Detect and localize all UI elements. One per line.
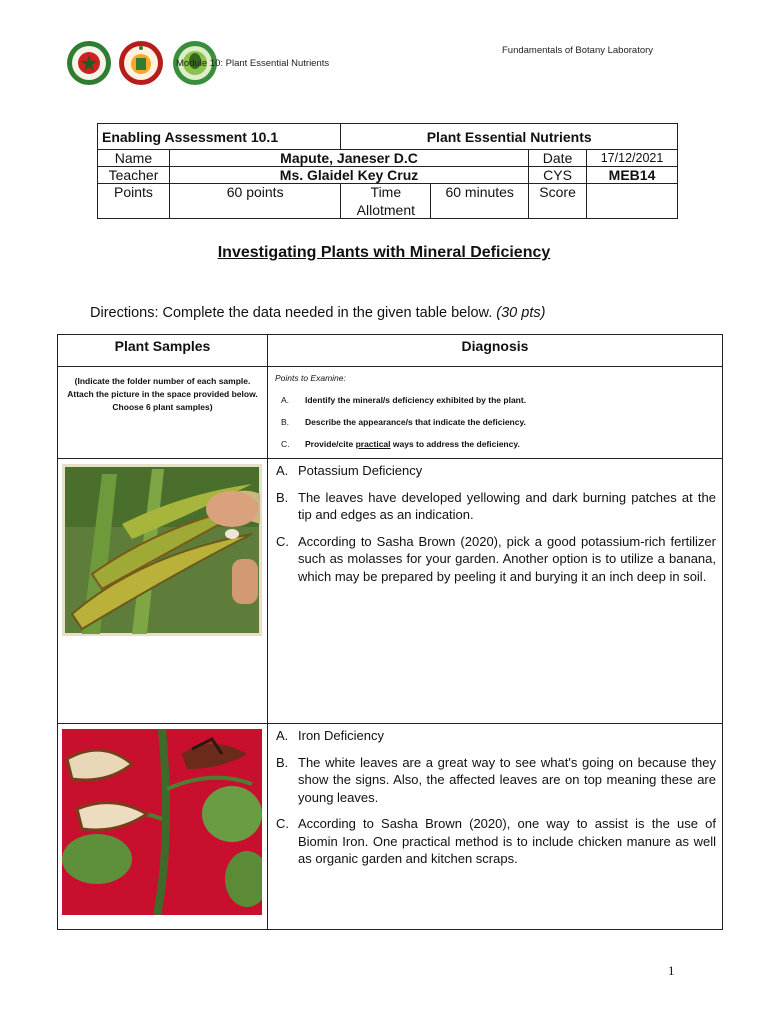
sample-instruction: (Indicate the folder number of each sample. Attach the picture in the space provided below. Choose 6 plant samples): [58, 367, 268, 459]
score-value[interactable]: [587, 184, 678, 219]
assessment-title: Enabling Assessment 10.1: [98, 124, 341, 150]
cys-label: CYS: [529, 167, 587, 184]
examine-letter: B.: [281, 417, 290, 427]
points-to-examine-cell: [268, 367, 723, 459]
module-label: Module 10: Plant Essential Nutrients: [176, 58, 330, 69]
diagnosis-text: The white leaves are a great way to see what's going on because they show the signs. Also, the affected leaves are on top meaning these are young leaves.: [298, 754, 716, 805]
page-number: 1: [668, 963, 675, 978]
examine-text: [305, 439, 520, 449]
examine-item: [269, 439, 721, 449]
diagnosis-cell: [268, 724, 723, 930]
red-seal-logo: [118, 40, 164, 86]
diagnosis-text: The leaves have developed yellowing and dark burning patches at the tip and edges as an indication.: [298, 489, 716, 522]
cys-value: MEB14: [587, 167, 678, 184]
diagnosis-item: [276, 727, 716, 745]
examine-item: [269, 395, 721, 405]
name-value: Mapute, Janeser D.C: [169, 150, 528, 167]
points-to-examine-label: Points to Examine:: [275, 373, 346, 383]
examine-item: [269, 417, 721, 427]
points-label: Points: [98, 184, 170, 219]
assessment-topic: Plant Essential Nutrients: [341, 124, 678, 150]
date-value: 17/12/2021: [587, 150, 678, 167]
points-value: 60 points: [169, 184, 340, 219]
examine-letter: A.: [281, 395, 290, 405]
plant-samples-header: Plant Samples: [58, 335, 268, 367]
examine-text-underlined: practical: [355, 439, 391, 449]
diagnosis-item: [276, 462, 716, 480]
diagnosis-letter: B.: [276, 489, 289, 505]
score-label: Score: [529, 184, 587, 219]
time-allotment-label: [341, 184, 431, 219]
directions-text: Directions: Complete the data needed in the given table below.: [90, 305, 497, 321]
time-label-line1: Time: [370, 184, 402, 200]
plant-stem-iron-photo: [62, 729, 262, 915]
page-title: Investigating Plants with Mineral Deficiency: [217, 244, 551, 261]
examine-text-post: ways to address the deficiency.: [390, 439, 520, 449]
diagnosis-text: Potassium Deficiency: [298, 463, 423, 478]
examine-text: Describe the appearance/s that indicate the deficiency.: [305, 417, 526, 427]
date-label: Date: [529, 150, 587, 167]
corn-leaves-potassium-photo: [62, 464, 262, 636]
diagnosis-letter: A.: [276, 463, 289, 478]
green-seal-logo: [66, 40, 112, 86]
time-label-line2: Allotment: [356, 202, 416, 218]
diagnosis-cell: [268, 459, 723, 724]
diagnosis-table: [57, 334, 723, 930]
diagnosis-item: [276, 489, 716, 524]
teacher-label: Teacher: [98, 167, 170, 184]
name-label: Name: [98, 150, 170, 167]
course-label: Fundamentals of Botany Laboratory: [502, 45, 654, 56]
diagnosis-item: [276, 533, 716, 586]
diagnosis-letter: A.: [276, 728, 289, 743]
diagnosis-item: [276, 754, 716, 807]
diagnosis-letter: C.: [276, 533, 289, 549]
examine-text-pre: Provide/cite: [305, 439, 356, 449]
examine-text: Identify the mineral/s deficiency exhibited by the plant.: [305, 395, 527, 405]
diagnosis-letter: B.: [276, 754, 289, 770]
diagnosis-text: Iron Deficiency: [298, 728, 384, 743]
time-value: 60 minutes: [431, 184, 529, 219]
diagnosis-item: [276, 815, 716, 868]
diagnosis-header: Diagnosis: [268, 335, 723, 367]
diagnosis-letter: C.: [276, 816, 289, 831]
examine-letter: C.: [281, 439, 290, 449]
diagnosis-text: According to Sasha Brown (2020), pick a good potassium-rich fertilizer such as molasses for your garden. Another option is to utilize a banana, which may be prepared by peeling it and burying it an inch deep in soil.: [298, 533, 716, 584]
assessment-info-table: [97, 123, 678, 219]
diagnosis-text: According to Sasha Brown (2020), one way to assist is the use of Biomin Iron. One practical method is to include chicken manure as well as organic garden and kitchen scraps.: [298, 816, 716, 866]
directions-points: (30 pts): [496, 305, 546, 321]
teacher-value: Ms. Glaidel Key Cruz: [169, 167, 528, 184]
sample-image-cell: [58, 459, 268, 724]
directions: [90, 305, 545, 321]
sample-image-cell: [58, 724, 268, 930]
